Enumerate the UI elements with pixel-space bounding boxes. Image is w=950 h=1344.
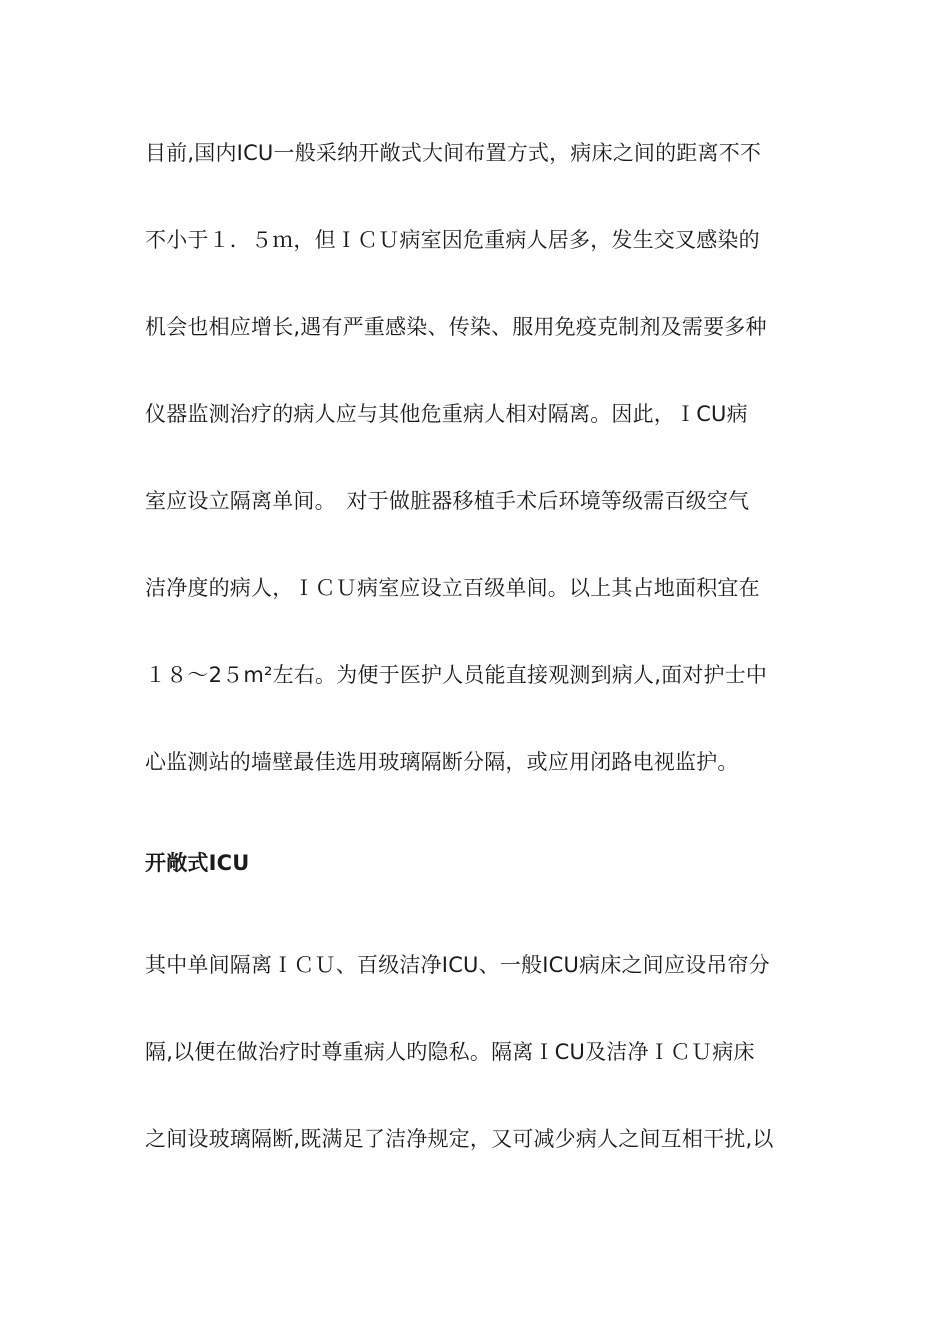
paragraph-1-line-5: 室应设立隔离单间。 对于做脏器移植手术后环境等级需百级空气 — [145, 489, 750, 513]
paragraph-1-line-3: 机会也相应增长,遇有严重感染、传染、服用免疫克制剂及需要多种 — [145, 315, 767, 339]
paragraph-1-line-6: 洁净度的病人，ＩＣＵ病室应设立百级单间。以上其占地面积宜在 — [145, 576, 760, 600]
paragraph-1-line-8: 心监测站的墙壁最佳选用玻璃隔断分隔，或应用闭路电视监护。 — [145, 750, 739, 774]
paragraph-2-line-2: 隔,以便在做治疗时尊重病人旳隐私。隔离ＩCU及洁净ＩＣＵ病床 — [145, 1040, 755, 1064]
paragraph-2-line-3: 之间设玻璃隔断,既满足了洁净规定，又可减少病人之间互相干扰,以 — [145, 1127, 774, 1151]
paragraph-1-line-1: 目前,国内ICU一般采纳开敞式大间布置方式，病床之间的距离不不 — [145, 141, 762, 165]
paragraph-1-line-2: 不小于１．５ｍ，但ＩＣＵ病室因危重病人居多，发生交叉感染的 — [145, 228, 760, 252]
paragraph-2-line-1: 其中单间隔离ＩＣＵ、百级洁净ICU、一般ICU病床之间应设吊帘分 — [145, 953, 770, 977]
paragraph-1-line-4: 仪器监测治疗的病人应与其他危重病人相对隔离。因此，ＩCU病 — [145, 402, 748, 426]
paragraph-1-line-7: １８～2５m²左右。为便于医护人员能直接观测到病人,面对护士中 — [145, 663, 768, 687]
section-heading: 开敞式ICU — [145, 851, 250, 875]
